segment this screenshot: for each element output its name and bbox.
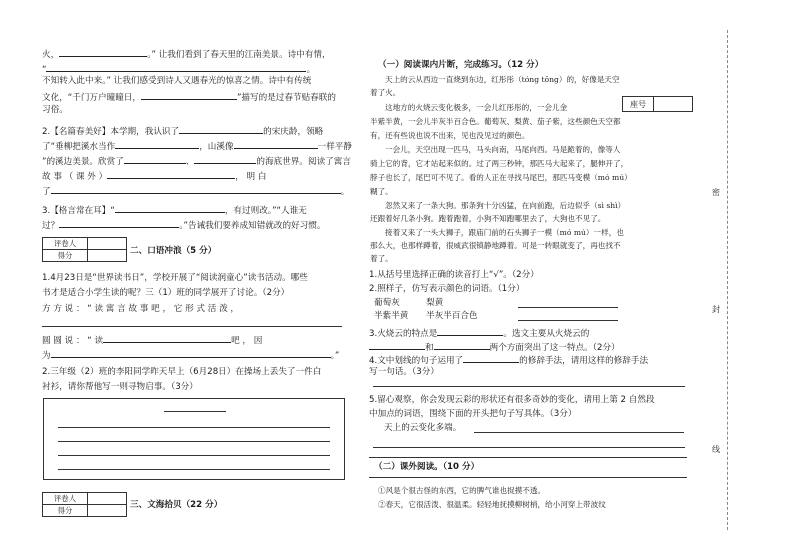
passage-line: 脖子也长了，尾巴可不见了。看的人正在寻找马尾巴，那匹马变模（mó mú） (370, 173, 632, 182)
reading-question-3-line-1: 3.火烧云的特点是 。选文主要从火烧云的 (369, 326, 589, 340)
notice-line[interactable] (58, 455, 330, 456)
passage-line: 骑上它的背，它才站起来似的。过了两三秒钟，那匹马大起来了，腿伸开了， (370, 159, 629, 168)
question-3-line-1: 3.【格言常在耳】“ ，有过则改。”“人谁无 (42, 203, 307, 217)
oral-question-1-line-2: 书才是适合小学生读的呢？三（1）班的同学展开了讨论。（2分） (42, 288, 290, 298)
passage-line: 有，还有些说也说不出来，见也没见过的颜色。 (370, 131, 530, 140)
seat-number-box (622, 96, 693, 112)
oral-question-1-line-5: 为 。” (42, 348, 339, 362)
question-3-line-2: 过？ 。”告诫我们要养成知错就改的好习惯。 (42, 218, 325, 232)
grader-label: 评卷人 (43, 238, 88, 250)
answer-line[interactable] (373, 386, 685, 387)
example-word-1: 葡萄灰 (374, 298, 400, 308)
section-divider (369, 477, 687, 478)
part-1-title: （一）阅读课内片断，完成练习。（12 分） (378, 60, 544, 70)
score-cell[interactable] (88, 250, 127, 262)
oral-question-2-line-1: 2.三年级（2）班的李阳同学昨天早上（6月28日）在操场上丢失了一件白 (42, 367, 322, 377)
example-word-4: 半灰半百合色 (426, 311, 478, 321)
score-label: 得分 (43, 505, 88, 517)
answer-line[interactable] (373, 447, 685, 448)
left-line-3: 不知转入此中来。” 让我们感受到诗人又遇春光的惊喜之情。诗中有传统 (42, 76, 312, 86)
example-word-3: 半紫半黄 (374, 311, 409, 321)
passage-line: 糊了。 (370, 187, 393, 196)
passage-line: 半紫半黄，一会儿半灰半百合色。葡萄灰、梨黄、茄子紫，这些颜色天空都 (370, 117, 621, 126)
passage-line: 这地方的火烧云变化极多，一会儿红彤彤的，一会儿金 (385, 103, 568, 112)
extra-passage-line: ②春天，它很活泼、很温柔。轻轻地抚摸柳树梢，给小河穿上带波纹 (378, 500, 606, 509)
reading-question-5-line-1: 5.留心观察，你会发现云彩的形状还有很多奇妙的变化，请用上第 2 自然段 (369, 395, 655, 405)
answer-line[interactable] (518, 320, 618, 321)
notice-title-line[interactable] (164, 411, 226, 412)
score-label: 得分 (43, 250, 88, 262)
question-2-line-3: ”的溪边美景。欣赏了 、 的海底世界。阅读了寓言 (42, 154, 351, 168)
section-divider (369, 457, 687, 458)
reading-question-2: 2.照样子，仿写表示颜色的词语。（1分） (369, 284, 525, 294)
passage-line: 天上的云从西边一直烧到东边，红彤彤（tóng tōng）的，好像是天空 (385, 75, 620, 84)
section-3-title: 三、文海拾贝（22 分） (130, 500, 223, 510)
binding-char-xian: 线 (712, 445, 720, 454)
reading-question-5-line-2: 中加点的词语，围绕下面的开头把句子写具体。（3分） (369, 409, 577, 419)
notice-line[interactable] (58, 469, 330, 470)
notice-line[interactable] (58, 441, 330, 442)
passage-line: 着了火。 (370, 88, 401, 97)
question-2-line-4: 故 事 （ 课 外 ） ， 明 白 (42, 169, 266, 183)
score-table-section-3 (42, 492, 127, 517)
score-table-section-2 (42, 237, 127, 262)
answer-line[interactable] (42, 326, 342, 327)
reading-question-4-line-2: 写一句话。（3分） (369, 367, 439, 377)
grader-cell[interactable] (88, 493, 127, 505)
reading-question-4-line-1: 4.文中划线的句子运用了 的修辞手法，请用这样的修辞手法 (369, 353, 648, 367)
section-2-title: 二、口语冲浪（5 分） (130, 246, 217, 256)
score-cell[interactable] (88, 505, 127, 517)
passage-line: 一会儿，天空出现一匹马，马头向南，马尾向西。马是跪着的，像等人 (385, 145, 621, 154)
grader-label: 评卷人 (43, 493, 88, 505)
question-2-line-2: 了“垂柳把溪水当作 ，山溪像 一样平静 (42, 139, 352, 153)
oral-question-1-line-3: 方 方 说 ： “ 读 寓 言 故 事 吧 ， 它 形 式 活 泼 ， (42, 304, 239, 314)
grader-cell[interactable] (88, 238, 127, 250)
left-line-2: “ 。 (42, 62, 315, 76)
seat-number-cell[interactable] (654, 97, 693, 112)
left-line-1: 火， 。” 让我们看到了春天里的江南美景。诗中有情， (42, 47, 331, 61)
oral-question-1-line-4: 圆 圆 说 ： “ 读 吧 ， 因 (42, 333, 262, 347)
part-2-title: （二）课外阅读。（10 分） (374, 462, 480, 472)
binding-char-mi: 密 (712, 188, 720, 197)
example-word-2: 梨黄 (426, 298, 444, 308)
notice-writing-box[interactable] (43, 398, 345, 480)
passage-line: 忽然又来了一条大狗。那条狗十分凶猛，在向前跑，后边似乎（sì shì） (385, 201, 626, 210)
passage-line: 那么大，也那样蹲着，很威武很镇静地蹲着。可是一转眼就变了，再也找不 (370, 241, 621, 250)
left-line-4: 文化，“千门万户曈曈日， ”描写的是过春节贴春联的 (42, 90, 336, 104)
oral-question-2-line-2: 衬衫，请你帮他写一则寻物启事。（3分） (42, 382, 198, 392)
extra-passage-line: ①风是个很古怪的东西，它的脾气谁也捉摸不透。 (378, 486, 546, 495)
binding-dashed-line (727, 30, 728, 530)
question-2-line-1: 2.【名篇春美好】本学期，我认识了 的宋庆龄，领略 (42, 124, 323, 138)
notice-line[interactable] (58, 427, 330, 428)
passage-line: 接着又来了一头大狮子，跟庙门前的石头狮子一模（mó mú）一样，也 (385, 228, 624, 237)
reading-question-1: 1.从括号里选择正确的读音打上“√”。（2分） (369, 270, 539, 280)
passage-line: 还跟着好几条小狗。跑着跑着，小狗不知跑哪里去了，大狗也不见了。 (370, 214, 606, 223)
answer-line[interactable] (518, 307, 618, 308)
oral-question-1-line-1: 1.4月23日是“世界读书日”，学校开展了“阅读润童心”读书活动。哪些 (42, 273, 308, 283)
answer-line[interactable] (474, 432, 684, 433)
seat-number-label: 座号 (623, 97, 654, 112)
reading-question-3-line-2: 和 两个方面突出了这一特点。（2分） (369, 340, 620, 354)
left-line-5: 习俗。 (42, 105, 68, 115)
passage-line: 着了。 (370, 254, 393, 263)
binding-char-feng: 封 (712, 305, 720, 314)
question-2-line-5: 了 。 (42, 184, 349, 198)
reading-question-5-prompt: 天上的云变化多端。 (384, 423, 462, 433)
